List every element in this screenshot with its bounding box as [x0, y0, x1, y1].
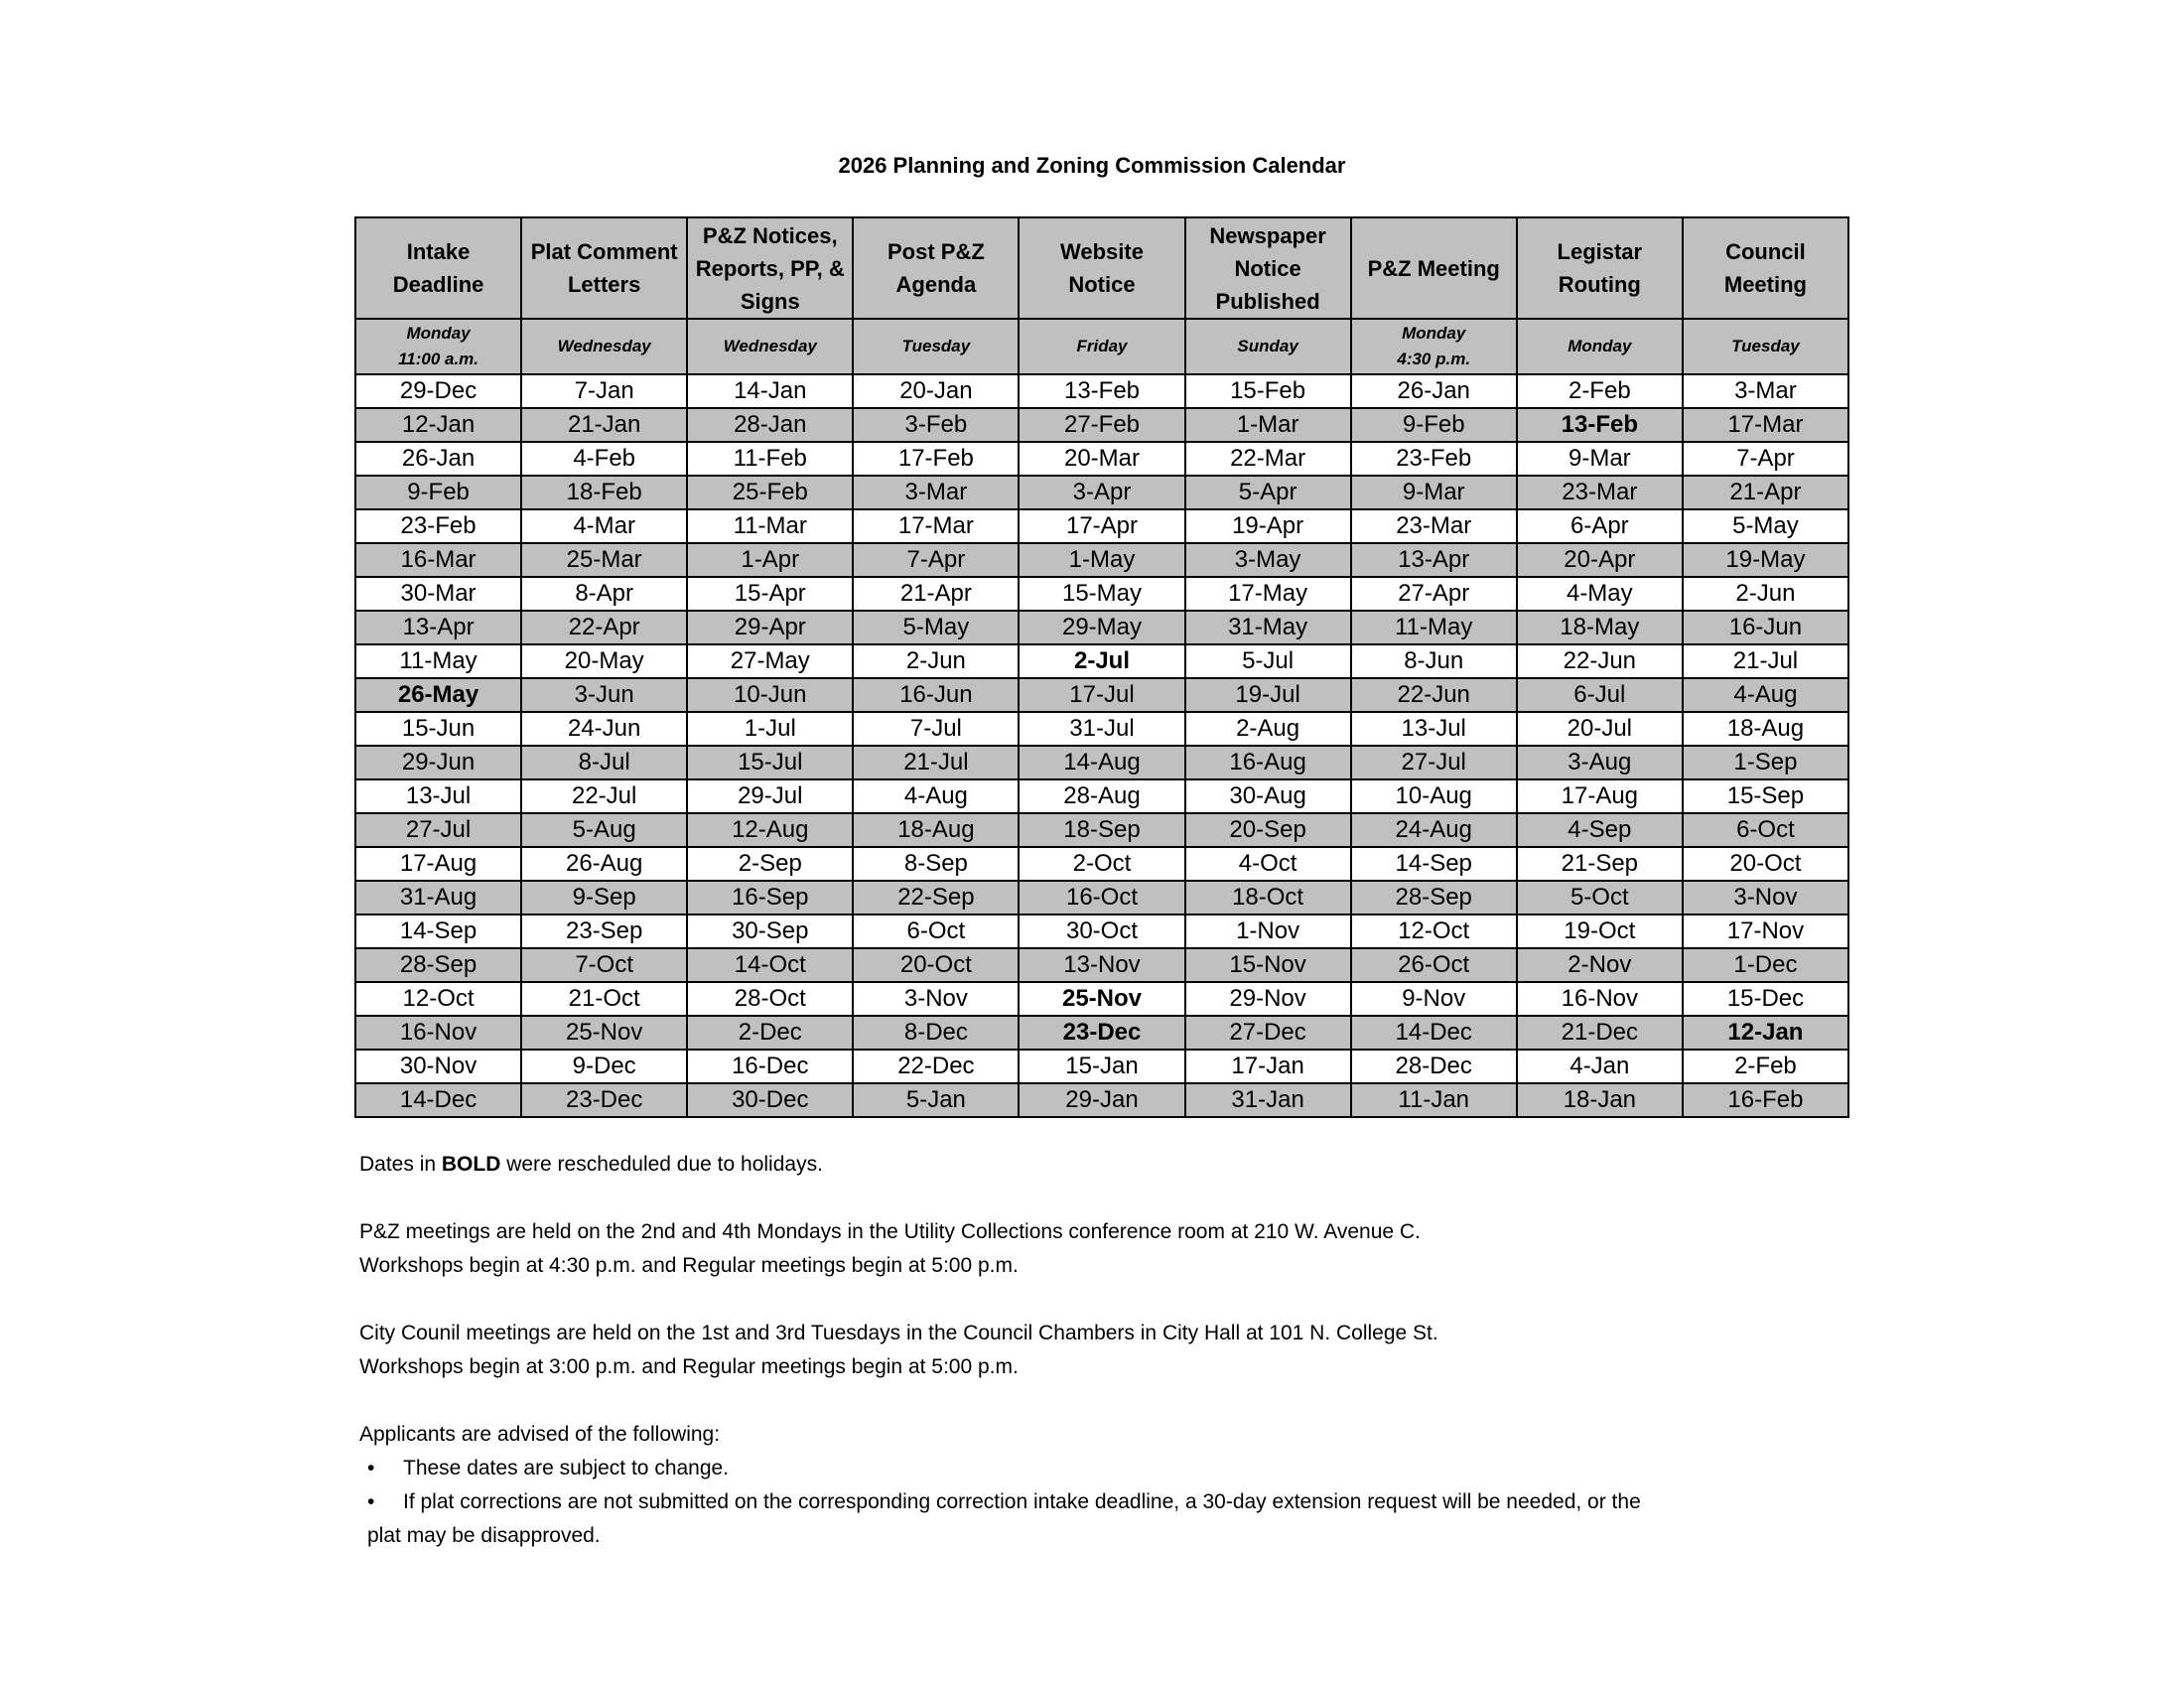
date-cell: 4-Feb: [521, 442, 687, 476]
column-day: [1185, 319, 1351, 374]
date-cell: 17-Feb: [853, 442, 1019, 476]
table-row: [355, 509, 1848, 543]
column-day-line: Tuesday: [901, 337, 971, 355]
column-header: [853, 217, 1019, 319]
date-cell: 2-Jul: [1019, 644, 1184, 678]
date-cell: 9-Feb: [355, 476, 521, 509]
date-cell: 26-Jan: [1351, 374, 1517, 408]
date-cell: 7-Jul: [853, 712, 1019, 746]
date-cell: 27-May: [687, 644, 853, 678]
date-cell: 20-Jan: [853, 374, 1019, 408]
date-cell: 14-Aug: [1019, 746, 1184, 779]
table-row: [355, 847, 1848, 881]
date-cell: 26-Aug: [521, 847, 687, 881]
date-cell: 15-Jul: [687, 746, 853, 779]
date-cell: 4-Jan: [1517, 1050, 1683, 1083]
column-header-line: Reports, PP, &: [695, 255, 845, 281]
date-cell: 22-Mar: [1185, 442, 1351, 476]
column-header-line: Website: [1060, 239, 1144, 264]
date-cell: 18-Aug: [1683, 712, 1848, 746]
date-cell: 6-Apr: [1517, 509, 1683, 543]
date-cell: 4-Sep: [1517, 813, 1683, 847]
date-cell: 21-Jul: [853, 746, 1019, 779]
column-header-line: Deadline: [392, 272, 484, 297]
date-cell: 4-Aug: [1683, 678, 1848, 712]
date-cell: 11-Mar: [687, 509, 853, 543]
date-cell: 31-Jul: [1019, 712, 1184, 746]
date-cell: 11-Feb: [687, 442, 853, 476]
date-cell: 17-Jul: [1019, 678, 1184, 712]
date-cell: 29-Jun: [355, 746, 521, 779]
date-cell: 15-Feb: [1185, 374, 1351, 408]
bullet-item: • These dates are subject to change.: [359, 1452, 1848, 1485]
date-cell: 15-Nov: [1185, 948, 1351, 982]
column-header-line: P&Z Meeting: [1367, 255, 1500, 281]
column-header: [1185, 217, 1351, 319]
date-cell: 23-Feb: [1351, 442, 1517, 476]
date-cell: 30-Mar: [355, 577, 521, 611]
column-header: [521, 217, 687, 319]
date-cell: 15-Sep: [1683, 779, 1848, 813]
column-header-line: Published: [1215, 288, 1320, 314]
date-cell: 8-Jun: [1351, 644, 1517, 678]
date-cell: 7-Jan: [521, 374, 687, 408]
date-cell: 12-Jan: [355, 408, 521, 442]
date-cell: 29-Apr: [687, 611, 853, 644]
table-row: [355, 374, 1848, 408]
header-row: [355, 217, 1848, 319]
date-cell: 31-Aug: [355, 881, 521, 914]
date-cell: 21-Dec: [1517, 1016, 1683, 1050]
date-cell: 28-Jan: [687, 408, 853, 442]
date-cell: 25-Mar: [521, 543, 687, 577]
date-cell: 28-Oct: [687, 982, 853, 1016]
date-cell: 27-Dec: [1185, 1016, 1351, 1050]
table-row: [355, 408, 1848, 442]
column-day: [355, 319, 521, 374]
column-day-line: 4:30 p.m.: [1397, 350, 1471, 368]
table-row: [355, 543, 1848, 577]
pz-workshop-note: Workshops begin at 4:30 p.m. and Regular meetings begin at 5:00 p.m.: [359, 1254, 1019, 1277]
table-row: [355, 948, 1848, 982]
column-day: [1019, 319, 1184, 374]
date-cell: 14-Jan: [687, 374, 853, 408]
date-cell: 16-Aug: [1185, 746, 1351, 779]
column-day-line: Wednesday: [723, 337, 817, 355]
date-cell: 27-Apr: [1351, 577, 1517, 611]
date-cell: 30-Sep: [687, 914, 853, 948]
date-cell: 10-Jun: [687, 678, 853, 712]
date-cell: 23-Sep: [521, 914, 687, 948]
date-cell: 2-Aug: [1185, 712, 1351, 746]
bold-note: Dates in BOLD were rescheduled due to holidays.: [359, 1153, 823, 1176]
date-cell: 13-Apr: [1351, 543, 1517, 577]
pz-meeting-note: P&Z meetings are held on the 2nd and 4th Mondays in the Utility Collections conference room at 210 W. Avenue C.: [359, 1220, 1421, 1243]
table-row: [355, 577, 1848, 611]
date-cell: 20-Sep: [1185, 813, 1351, 847]
bullet-icon: •: [367, 1490, 375, 1513]
date-cell: 3-Jun: [521, 678, 687, 712]
column-header-line: Meeting: [1723, 272, 1807, 297]
table-row: [355, 1050, 1848, 1083]
date-cell: 23-Mar: [1351, 509, 1517, 543]
date-cell: 14-Dec: [355, 1083, 521, 1117]
date-cell: 28-Dec: [1351, 1050, 1517, 1083]
date-cell: 2-Nov: [1517, 948, 1683, 982]
date-cell: 23-Feb: [355, 509, 521, 543]
council-meeting-note: City Counil meetings are held on the 1st and 3rd Tuesdays in the Council Chambers in City Hall at 101 N. College St.: [359, 1322, 1438, 1344]
date-cell: 17-Mar: [853, 509, 1019, 543]
column-header-line: Notice: [1234, 255, 1301, 281]
column-header-line: Notice: [1068, 272, 1136, 297]
date-cell: 28-Aug: [1019, 779, 1184, 813]
column-header-line: Signs: [740, 288, 800, 314]
column-header: [1517, 217, 1683, 319]
date-cell: 23-Dec: [1019, 1016, 1184, 1050]
date-cell: 27-Jul: [1351, 746, 1517, 779]
date-cell: 1-Apr: [687, 543, 853, 577]
date-cell: 23-Mar: [1517, 476, 1683, 509]
date-cell: 10-Aug: [1351, 779, 1517, 813]
column-header: [355, 217, 521, 319]
date-cell: 2-Sep: [687, 847, 853, 881]
column-header: [1683, 217, 1848, 319]
date-cell: 6-Oct: [853, 914, 1019, 948]
column-header-line: Agenda: [895, 272, 977, 297]
table-row: [355, 1016, 1848, 1050]
date-cell: 9-Feb: [1351, 408, 1517, 442]
date-cell: 17-Jan: [1185, 1050, 1351, 1083]
date-cell: 9-Mar: [1351, 476, 1517, 509]
date-cell: 21-Jan: [521, 408, 687, 442]
date-cell: 21-Jul: [1683, 644, 1848, 678]
table-row: [355, 611, 1848, 644]
column-header: [687, 217, 853, 319]
date-cell: 21-Sep: [1517, 847, 1683, 881]
date-cell: 29-Nov: [1185, 982, 1351, 1016]
date-cell: 20-Apr: [1517, 543, 1683, 577]
column-day-line: 11:00 a.m.: [398, 350, 479, 368]
date-cell: 13-Feb: [1019, 374, 1184, 408]
column-header-line: Routing: [1558, 272, 1641, 297]
date-cell: 4-Aug: [853, 779, 1019, 813]
date-cell: 2-Dec: [687, 1016, 853, 1050]
date-cell: 16-Dec: [687, 1050, 853, 1083]
date-cell: 15-Apr: [687, 577, 853, 611]
date-cell: 11-May: [1351, 611, 1517, 644]
column-day-line: Friday: [1076, 337, 1128, 355]
date-cell: 19-May: [1683, 543, 1848, 577]
column-header: [1351, 217, 1517, 319]
column-header-line: Intake: [406, 239, 471, 264]
date-cell: 23-Dec: [521, 1083, 687, 1117]
table-row: [355, 813, 1848, 847]
date-cell: 3-Nov: [1683, 881, 1848, 914]
date-cell: 9-Dec: [521, 1050, 687, 1083]
date-cell: 28-Sep: [1351, 881, 1517, 914]
table-row: [355, 476, 1848, 509]
table-row: [355, 881, 1848, 914]
column-header-line: P&Z Notices,: [702, 222, 838, 248]
date-cell: 4-May: [1517, 577, 1683, 611]
date-cell: 5-Aug: [521, 813, 687, 847]
date-cell: 15-Dec: [1683, 982, 1848, 1016]
date-cell: 7-Apr: [1683, 442, 1848, 476]
bullet-item: • If plat corrections are not submitted on the corresponding correction intake deadline, a 30-day extension request will be needed, or the: [359, 1485, 1848, 1519]
table-row: [355, 678, 1848, 712]
date-cell: 14-Oct: [687, 948, 853, 982]
column-header-line: Post P&Z: [887, 239, 985, 264]
date-cell: 3-Apr: [1019, 476, 1184, 509]
date-cell: 2-Jun: [853, 644, 1019, 678]
column-day: [853, 319, 1019, 374]
date-cell: 5-Jan: [853, 1083, 1019, 1117]
date-cell: 24-Aug: [1351, 813, 1517, 847]
date-cell: 1-Jul: [687, 712, 853, 746]
date-cell: 14-Sep: [355, 914, 521, 948]
date-cell: 29-Jan: [1019, 1083, 1184, 1117]
date-cell: 13-Jul: [1351, 712, 1517, 746]
column-header: [1019, 217, 1184, 319]
day-row: [355, 319, 1848, 374]
date-cell: 4-Oct: [1185, 847, 1351, 881]
date-cell: 29-Jul: [687, 779, 853, 813]
calendar-body: [355, 374, 1848, 1117]
date-cell: 22-Apr: [521, 611, 687, 644]
date-cell: 21-Oct: [521, 982, 687, 1016]
date-cell: 29-Dec: [355, 374, 521, 408]
date-cell: 19-Jul: [1185, 678, 1351, 712]
column-day-line: Monday: [406, 324, 471, 343]
date-cell: 21-Apr: [1683, 476, 1848, 509]
date-cell: 29-May: [1019, 611, 1184, 644]
date-cell: 22-Dec: [853, 1050, 1019, 1083]
bullet-icon: •: [367, 1457, 375, 1479]
date-cell: 27-Feb: [1019, 408, 1184, 442]
date-cell: 13-Feb: [1517, 408, 1683, 442]
column-day-line: Wednesday: [557, 337, 651, 355]
date-cell: 16-Feb: [1683, 1083, 1848, 1117]
date-cell: 2-Oct: [1019, 847, 1184, 881]
date-cell: 16-Nov: [1517, 982, 1683, 1016]
date-cell: 20-Oct: [1683, 847, 1848, 881]
date-cell: 28-Sep: [355, 948, 521, 982]
date-cell: 11-May: [355, 644, 521, 678]
date-cell: 3-Nov: [853, 982, 1019, 1016]
date-cell: 3-May: [1185, 543, 1351, 577]
date-cell: 9-Sep: [521, 881, 687, 914]
date-cell: 5-May: [853, 611, 1019, 644]
date-cell: 1-Nov: [1185, 914, 1351, 948]
date-cell: 18-May: [1517, 611, 1683, 644]
date-cell: 17-May: [1185, 577, 1351, 611]
date-cell: 5-May: [1683, 509, 1848, 543]
date-cell: 8-Apr: [521, 577, 687, 611]
date-cell: 16-Jun: [853, 678, 1019, 712]
date-cell: 2-Feb: [1517, 374, 1683, 408]
date-cell: 9-Mar: [1517, 442, 1683, 476]
date-cell: 13-Apr: [355, 611, 521, 644]
table-row: [355, 982, 1848, 1016]
table-row: [355, 746, 1848, 779]
date-cell: 26-Jan: [355, 442, 521, 476]
date-cell: 6-Oct: [1683, 813, 1848, 847]
date-cell: 30-Nov: [355, 1050, 521, 1083]
date-cell: 18-Aug: [853, 813, 1019, 847]
date-cell: 16-Sep: [687, 881, 853, 914]
column-header-line: Newspaper: [1209, 222, 1326, 248]
date-cell: 17-Aug: [1517, 779, 1683, 813]
column-day: [687, 319, 853, 374]
column-header-line: Letters: [567, 272, 641, 297]
date-cell: 12-Jan: [1683, 1016, 1848, 1050]
date-cell: 21-Apr: [853, 577, 1019, 611]
date-cell: 20-Mar: [1019, 442, 1184, 476]
date-cell: 15-Jun: [355, 712, 521, 746]
date-cell: 22-Jun: [1517, 644, 1683, 678]
date-cell: 19-Apr: [1185, 509, 1351, 543]
bullet-item-continued: plat may be disapproved.: [367, 1524, 601, 1547]
date-cell: 20-May: [521, 644, 687, 678]
date-cell: 22-Jul: [521, 779, 687, 813]
date-cell: 16-Oct: [1019, 881, 1184, 914]
column-day-line: Tuesday: [1731, 337, 1800, 355]
date-cell: 7-Apr: [853, 543, 1019, 577]
date-cell: 31-May: [1185, 611, 1351, 644]
date-cell: 16-Nov: [355, 1016, 521, 1050]
date-cell: 24-Jun: [521, 712, 687, 746]
date-cell: 7-Oct: [521, 948, 687, 982]
date-cell: 12-Aug: [687, 813, 853, 847]
date-cell: 1-Mar: [1185, 408, 1351, 442]
date-cell: 12-Oct: [1351, 914, 1517, 948]
column-day-line: Monday: [1402, 324, 1466, 343]
date-cell: 3-Feb: [853, 408, 1019, 442]
date-cell: 8-Sep: [853, 847, 1019, 881]
advised-heading: Applicants are advised of the following:: [359, 1423, 721, 1446]
council-workshop-note: Workshops begin at 3:00 p.m. and Regular meetings begin at 5:00 p.m.: [359, 1355, 1019, 1378]
date-cell: 2-Feb: [1683, 1050, 1848, 1083]
date-cell: 30-Dec: [687, 1083, 853, 1117]
date-cell: 14-Sep: [1351, 847, 1517, 881]
column-day-line: Sunday: [1237, 337, 1298, 355]
column-day-line: Monday: [1568, 337, 1632, 355]
date-cell: 22-Sep: [853, 881, 1019, 914]
date-cell: 20-Oct: [853, 948, 1019, 982]
date-cell: 17-Aug: [355, 847, 521, 881]
date-cell: 5-Apr: [1185, 476, 1351, 509]
column-header-line: Plat Comment: [530, 239, 678, 264]
date-cell: 18-Oct: [1185, 881, 1351, 914]
date-cell: 8-Dec: [853, 1016, 1019, 1050]
date-cell: 1-Sep: [1683, 746, 1848, 779]
date-cell: 11-Jan: [1351, 1083, 1517, 1117]
column-day: [521, 319, 687, 374]
table-row: [355, 1083, 1848, 1117]
date-cell: 27-Jul: [355, 813, 521, 847]
date-cell: 16-Jun: [1683, 611, 1848, 644]
table-row: [355, 712, 1848, 746]
page-title: 2026 Planning and Zoning Commission Calendar: [838, 153, 1346, 178]
date-cell: 19-Oct: [1517, 914, 1683, 948]
date-cell: 30-Oct: [1019, 914, 1184, 948]
date-cell: 25-Feb: [687, 476, 853, 509]
notes: [359, 1148, 1848, 1553]
table-row: [355, 442, 1848, 476]
column-header-line: Council: [1725, 239, 1806, 264]
date-cell: 9-Nov: [1351, 982, 1517, 1016]
date-cell: 12-Oct: [355, 982, 521, 1016]
date-cell: 5-Oct: [1517, 881, 1683, 914]
date-cell: 13-Jul: [355, 779, 521, 813]
date-cell: 18-Jan: [1517, 1083, 1683, 1117]
date-cell: 3-Aug: [1517, 746, 1683, 779]
table-row: [355, 644, 1848, 678]
date-cell: 8-Jul: [521, 746, 687, 779]
column-header-line: Legistar: [1557, 239, 1643, 264]
date-cell: 17-Apr: [1019, 509, 1184, 543]
table-row: [355, 914, 1848, 948]
date-cell: 1-Dec: [1683, 948, 1848, 982]
date-cell: 15-Jan: [1019, 1050, 1184, 1083]
date-cell: 26-Oct: [1351, 948, 1517, 982]
date-cell: 3-Mar: [1683, 374, 1848, 408]
date-cell: 31-Jan: [1185, 1083, 1351, 1117]
date-cell: 6-Jul: [1517, 678, 1683, 712]
date-cell: 2-Jun: [1683, 577, 1848, 611]
date-cell: 16-Mar: [355, 543, 521, 577]
date-cell: 4-Mar: [521, 509, 687, 543]
column-day: [1517, 319, 1683, 374]
date-cell: 13-Nov: [1019, 948, 1184, 982]
date-cell: 17-Mar: [1683, 408, 1848, 442]
date-cell: 18-Sep: [1019, 813, 1184, 847]
column-day: [1351, 319, 1517, 374]
date-cell: 17-Nov: [1683, 914, 1848, 948]
date-cell: 25-Nov: [1019, 982, 1184, 1016]
date-cell: 26-May: [355, 678, 521, 712]
date-cell: 18-Feb: [521, 476, 687, 509]
table-row: [355, 779, 1848, 813]
date-cell: 1-May: [1019, 543, 1184, 577]
date-cell: 25-Nov: [521, 1016, 687, 1050]
date-cell: 5-Jul: [1185, 644, 1351, 678]
date-cell: 20-Jul: [1517, 712, 1683, 746]
date-cell: 22-Jun: [1351, 678, 1517, 712]
calendar-table: [354, 216, 1849, 1118]
date-cell: 14-Dec: [1351, 1016, 1517, 1050]
date-cell: 15-May: [1019, 577, 1184, 611]
date-cell: 30-Aug: [1185, 779, 1351, 813]
column-day: [1683, 319, 1848, 374]
date-cell: 3-Mar: [853, 476, 1019, 509]
